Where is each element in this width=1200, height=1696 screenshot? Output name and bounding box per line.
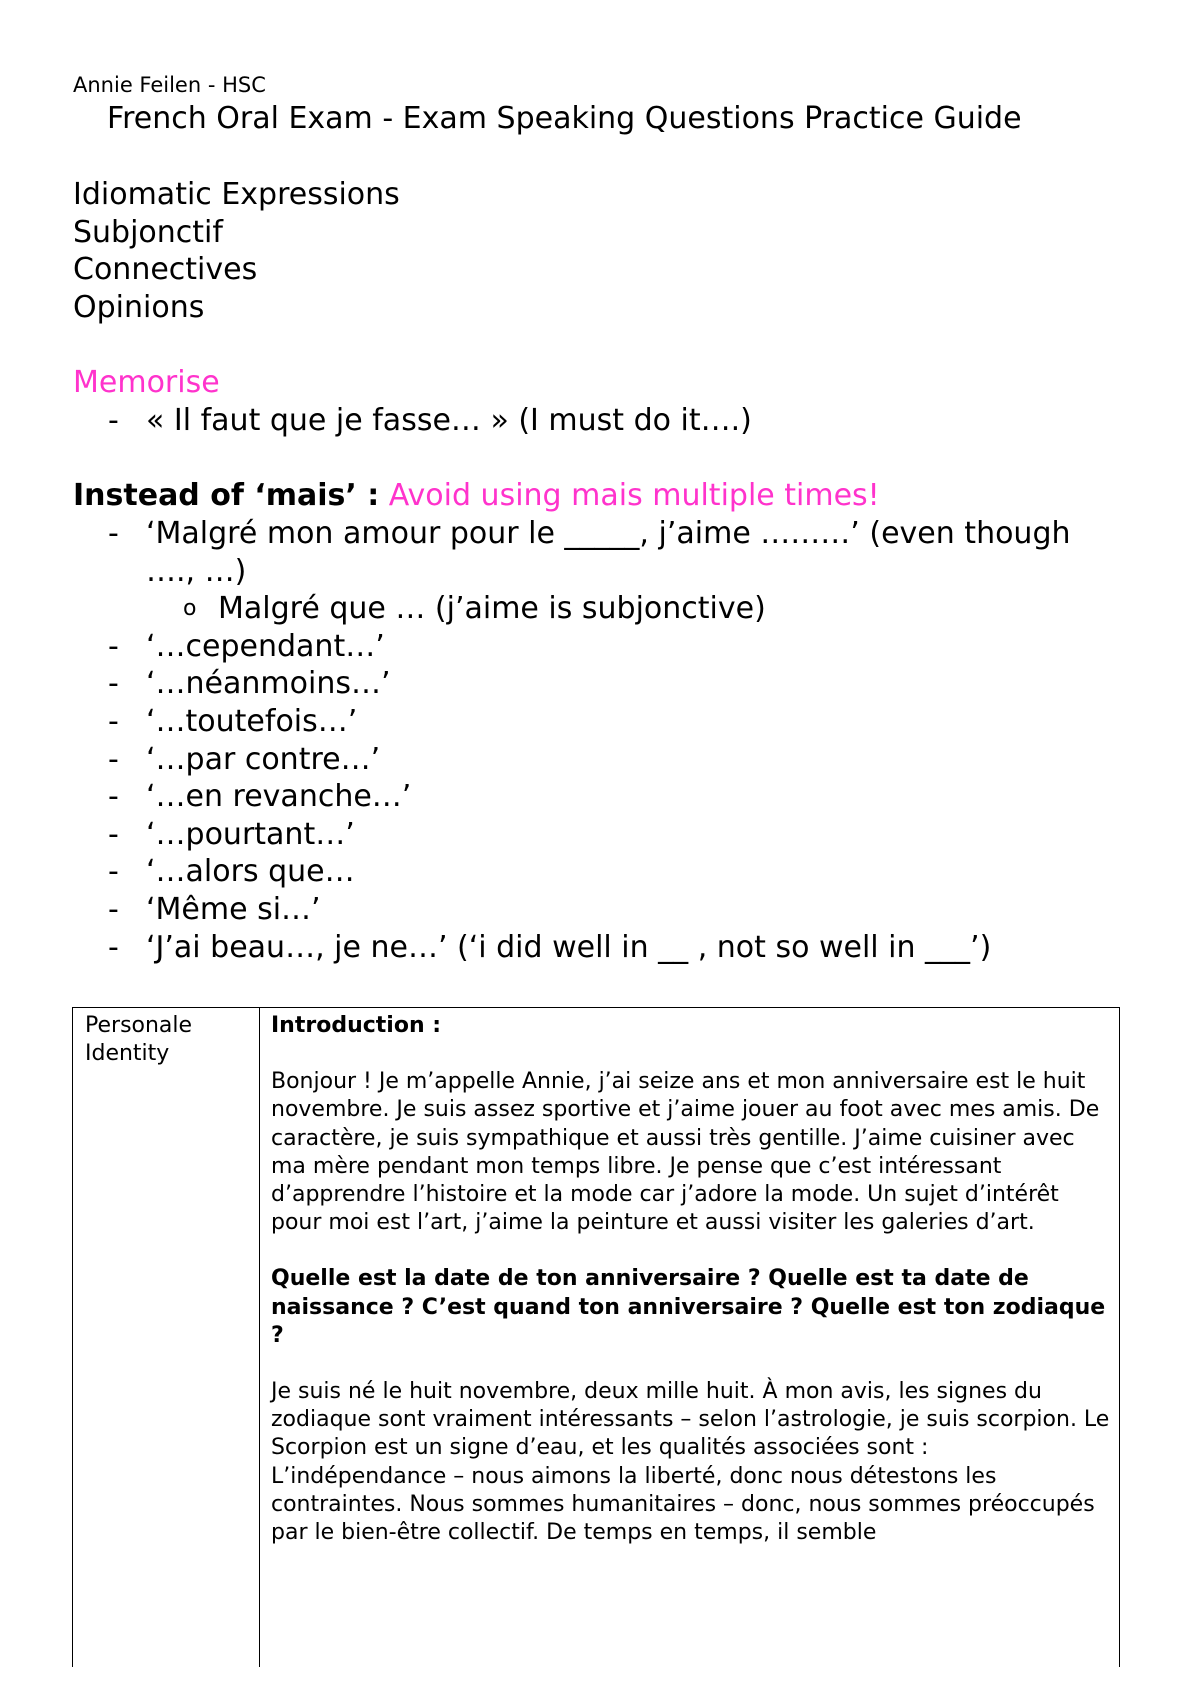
paragraph-spacer <box>271 1237 1116 1265</box>
dash-bullet: - <box>108 854 119 890</box>
list-item-text: ‘…par contre…’ <box>146 741 381 777</box>
intro-heading: Introduction : <box>271 1013 442 1038</box>
list-item <box>73 816 1106 854</box>
heading-note-text: Avoid using mais multiple times! <box>388 478 880 513</box>
topic-item: Opinions <box>73 289 205 325</box>
topic-item: Subjonctif <box>73 214 223 250</box>
dash-bullet: - <box>108 779 119 815</box>
answer-paragraph: Je suis né le huit novembre, deux mille huit. À mon avis, les signes du zodiaque sont vraiment intéressants – selon l’astrologie, je suis scorpion. Le Scorpion est un signe d’eau, et les qualités associées sont : <box>271 1379 1110 1461</box>
dash-bullet: - <box>108 816 119 852</box>
question-paragraph: Quelle est la date de ton anniversaire ? Quelle est ta date de naissance ? C’est quand ton anniversaire ? Quelle est ton zodiaque ? <box>271 1266 1106 1348</box>
dash-bullet: - <box>108 516 119 551</box>
memorise-heading: Memorise <box>73 365 220 400</box>
connective-list <box>73 515 1106 966</box>
list-item-text: ‘…cependant…’ <box>146 628 385 664</box>
list-item <box>73 891 1106 929</box>
table-topic-cell: Personale Identity <box>85 1013 193 1066</box>
list-item <box>73 665 1106 703</box>
list-item <box>73 929 1106 967</box>
intro-paragraph: Bonjour ! Je m’appelle Annie, j’ai seize ans et mon anniversaire est le huit novembre. Je suis assez sportive et j’aime jouer au foot avec mes amis. De caractère, je suis sympathique et aussi très gentille. J’aime cuisiner avec ma mère pendant mon temps libre. Je pense que c’est intéressant d’apprendre l’histoire et la mode car j’adore la mode. Un sujet d’intérêt pour moi est l’art, j’aime la peinture et aussi visiter les galeries d’art. <box>271 1069 1100 1236</box>
author-line: Annie Feilen - HSC <box>73 73 266 97</box>
list-item-text: ‘…toutefois…’ <box>146 703 358 739</box>
topic-item: Connectives <box>73 252 258 287</box>
list-item-text: ‘Malgré mon amour pour le _____, j’aime ………’ (even though …., …) <box>146 516 1071 589</box>
list-item <box>73 402 752 440</box>
dash-bullet: - <box>108 628 119 664</box>
list-item <box>73 778 1106 816</box>
list-item-text: ‘…alors que… <box>146 854 355 890</box>
sub-list-item <box>73 590 1106 628</box>
list-item <box>73 741 1106 779</box>
answer-paragraph: L’indépendance – nous aimons la liberté, donc nous détestons les contraintes. Nous sommes humanitaires – donc, nous sommes préoccupés par le bien-être collectif. De temps en temps, il semble <box>271 1463 1095 1546</box>
list-item-text: Malgré que … (j’aime is subjonctive) <box>218 591 766 627</box>
dash-bullet: - <box>108 666 119 702</box>
list-item-text: « Il faut que je fasse… » (I must do it….) <box>146 403 752 438</box>
dash-bullet: - <box>108 403 119 438</box>
list-item <box>73 853 1106 891</box>
list-item <box>73 703 1106 741</box>
list-item <box>73 515 1106 590</box>
topic-list <box>73 176 400 326</box>
personal-identity-table <box>72 1007 1120 1667</box>
list-item-text: ‘…en revanche…’ <box>146 779 412 815</box>
dash-bullet: - <box>108 741 119 777</box>
dash-bullet: - <box>108 703 119 739</box>
list-item <box>73 628 1106 666</box>
paragraph-spacer <box>271 1040 1116 1068</box>
memorise-list <box>73 402 752 440</box>
paragraph-spacer <box>271 1350 1116 1378</box>
table-column-divider <box>259 1008 260 1667</box>
list-item-text: ‘…néanmoins…’ <box>146 666 391 702</box>
instead-of-mais-heading <box>73 477 880 515</box>
circle-bullet-icon: o <box>183 596 197 622</box>
document-title: French Oral Exam - Exam Speaking Questions Practice Guide <box>107 101 1022 136</box>
topic-item: Idiomatic Expressions <box>73 177 400 212</box>
list-item-text: ‘Même si…’ <box>146 891 321 927</box>
heading-bold-text: Instead of ‘mais’ : <box>73 478 380 513</box>
dash-bullet: - <box>108 891 119 927</box>
table-content-cell <box>271 1012 1116 1547</box>
dash-bullet: - <box>108 929 119 965</box>
list-item-text: ‘…pourtant…’ <box>146 816 355 852</box>
list-item-text: ‘J’ai beau…, je ne…’ (‘i did well in __ , not so well in ___’) <box>146 929 992 965</box>
